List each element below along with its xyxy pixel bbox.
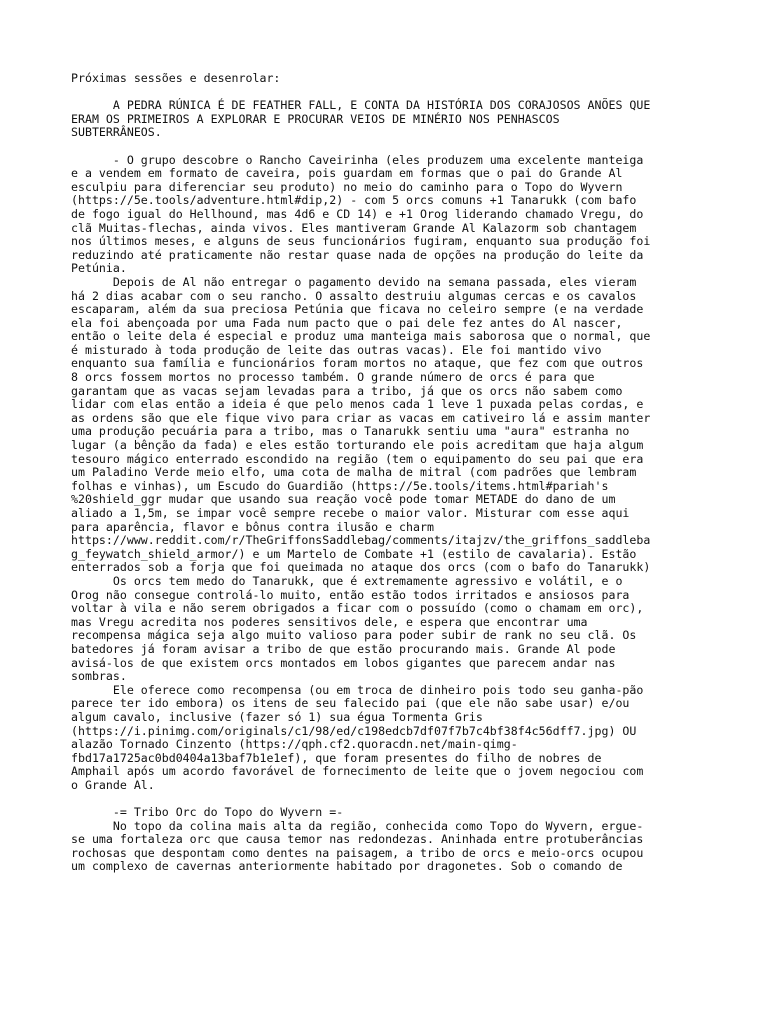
text-line: Petúnia. (71, 261, 127, 276)
text-line: de fogo igual do Hellhound, mas 4d6 e CD 14) e +1 Orog liderando chamado Vregu, do (71, 206, 644, 221)
text-line: https://www.reddit.com/r/TheGriffonsSaddlebag/comments/itajzv/the_griffons_saddleba (71, 533, 651, 548)
document-page (71, 72, 699, 874)
text-line: é misturado à toda produção de leite das outras vacas). Ele foi mantido vivo (71, 342, 602, 357)
text-line: lugar (a bênção da fada) e eles estão torturando ele pois acreditam que haja algum (71, 438, 644, 453)
text-line: avisá-los de que existem orcs montados em lobos gigantes que parecem andar nas (71, 655, 616, 670)
text-line: e a vendem em formato de caveira, pois guardam em formas que o pai do Grande Al (71, 166, 623, 181)
blank-line (71, 140, 699, 154)
text-line: Depois de Al não entregar o pagamento devido na semana passada, eles vieram (71, 274, 637, 289)
text-line: fbd17a1725ac0bd0404a13baf7b1e1ef), que foram presentes do filho de nobres de (71, 750, 602, 765)
text-line: um complexo de cavernas anteriormente habitado por dragonetes. Sob o comando de (71, 859, 623, 874)
text-line: batedores já foram avisar a tribo de que estão procurando mais. Grande Al pode (71, 641, 616, 656)
text-line: ERAM OS PRIMEIROS A EXPLORAR E PROCURAR VEIOS DE MINÉRIO NOS PENHASCOS (71, 111, 560, 126)
text-line: Os orcs tem medo do Tanarukk, que é extremamente agressivo e volátil, e o (71, 573, 623, 588)
body-text (71, 154, 699, 793)
text-line: para aparência, flavor e bônus contra ilusão e charm (71, 519, 434, 534)
text-line: SUBTERRÂNEOS. (71, 125, 162, 140)
text-line: parece ter ido embora) os itens de seu falecido pai (que ele não sabe usar) e/ou (71, 696, 630, 711)
text-line: uma produção pecuária para a tribo, mas o Tanarukk sentiu uma "aura" estranha no (71, 424, 630, 439)
text-line: as ordens são que ele fique vivo para criar as vacas em cativeiro lá e assim manter (71, 410, 651, 425)
text-line: nos últimos meses, e alguns de seus funcionários fugiram, enquanto sua produção foi (71, 234, 651, 249)
text-line: algum cavalo, inclusive (fazer só 1) sua égua Tormenta Gris (71, 709, 483, 724)
text-line: um Paladino Verde meio elfo, uma cota de malha de mitral (com padrões que lembram (71, 465, 637, 480)
text-line: há 2 dias acabar com o seu rancho. O assalto destruiu algumas cercas e os cavalos (71, 288, 637, 303)
page-heading: Próximas sessões e desenrolar: (71, 71, 281, 85)
text-line: voltar à vila e não serem obrigados a ficar com o possuído (como o chamam em orc), (71, 601, 644, 616)
text-line: escaparam, além da sua preciosa Petúnia que ficava no celeiro sempre (e na verdade (71, 302, 644, 317)
text-line: ela foi abençoada por uma Fada num pacto que o pai dele fez antes do Al nascer, (71, 315, 623, 330)
text-line: o Grande Al. (71, 777, 155, 792)
text-line: No topo da colina mais alta da região, conhecida como Topo do Wyvern, ergue- (71, 818, 644, 833)
text-line: mas Vregu acredita nos poderes sensitivos dele, e espera que encontrar uma (71, 614, 588, 629)
text-line: 8 orcs fossem mortos no processo também. O grande número de orcs é para que (71, 370, 595, 385)
text-line: Amphail após um acordo favorável de fornecimento de leite que o jovem negociou com (71, 764, 644, 779)
text-line: clã Muitas-flechas, ainda vivos. Eles mantiveram Grande Al Kalazorm sob chantagem (71, 220, 637, 235)
text-line: sombras. (71, 669, 127, 684)
section-text (71, 820, 699, 874)
text-line: A PEDRA RÚNICA É DE FEATHER FALL, E CONTA DA HISTÓRIA DOS CORAJOSOS ANÕES QUE (71, 98, 651, 113)
text-line: g_feywatch_shield_armor/) e um Martelo de Combate +1 (estilo de cavalaria). Estão (71, 546, 637, 561)
text-line: então o leite dela é especial e produz uma manteiga mais saborosa que o normal, que (71, 329, 651, 344)
blank-line (71, 792, 699, 806)
text-line: %20shield_ggr mudar que usando sua reação você pode tomar METADE do dano de um (71, 492, 616, 507)
text-line: tesouro mágico enterrado escondido na região (tem o equipamento do seu pai que era (71, 451, 644, 466)
text-line: recompensa mágica seja algo muito valioso para poder subir de rank no seu clã. Os (71, 628, 637, 643)
text-line: (https://5e.tools/adventure.html#dip,2) - com 5 orcs comuns +1 Tanarukk (com bafo (71, 193, 637, 208)
text-line: folhas e vinhas), um Escudo do Guardião (https://5e.tools/items.html#pariah's (71, 478, 609, 493)
text-line: alazão Tornado Cinzento (https://qph.cf2.quoracdn.net/main-qimg- (71, 737, 518, 752)
text-line: aliado a 1,5m, se impar você sempre recebe o maior valor. Misturar com esse aqui (71, 506, 630, 520)
text-line: garantam que as vacas sejam levadas para a tribo, já que os orcs não sabem como (71, 383, 623, 398)
text-line: Orog não consegue controlá-lo muito, então estão todos irritados e ansiosos para (71, 587, 630, 602)
section-title: -= Tribo Orc do Topo do Wyvern =- (71, 805, 344, 820)
text-line: esculpiu para diferenciar seu produto) no meio do caminho para o Topo do Wyvern (71, 179, 623, 194)
text-line: rochosas que despontam como dentes na paisagem, a tribo de orcs e meio-orcs ocupou (71, 845, 644, 860)
text-line: Ele oferece como recompensa (ou em troca de dinheiro pois todo seu ganha-pão (71, 682, 644, 697)
intro-paragraph (71, 99, 699, 140)
text-line: enquanto sua família e funcionários foram mortos no ataque, que fez com que outros (71, 356, 644, 371)
text-line: lidar com elas então a ideia é que pelo menos cada 1 leve 1 puxada pelas cordas, e (71, 397, 644, 412)
text-line: reduzindo até praticamente não restar quase nada de opções na produção do leite da (71, 247, 644, 262)
text-line: - O grupo descobre o Rancho Caveirinha (eles produzem uma excelente manteiga (71, 152, 644, 167)
text-line: (https://i.pinimg.com/originals/c1/98/ed/c198edcb7df07f7b7c4bf38f4c56dff7.jpg) OU (71, 723, 637, 738)
text-line: enterrados sob a forja que foi queimada no ataque dos orcs (com o bafo do Tanarukk) (71, 560, 651, 575)
text-line: se uma fortaleza orc que causa temor nas redondezas. Aninhada entre protuberâncias (71, 832, 644, 847)
